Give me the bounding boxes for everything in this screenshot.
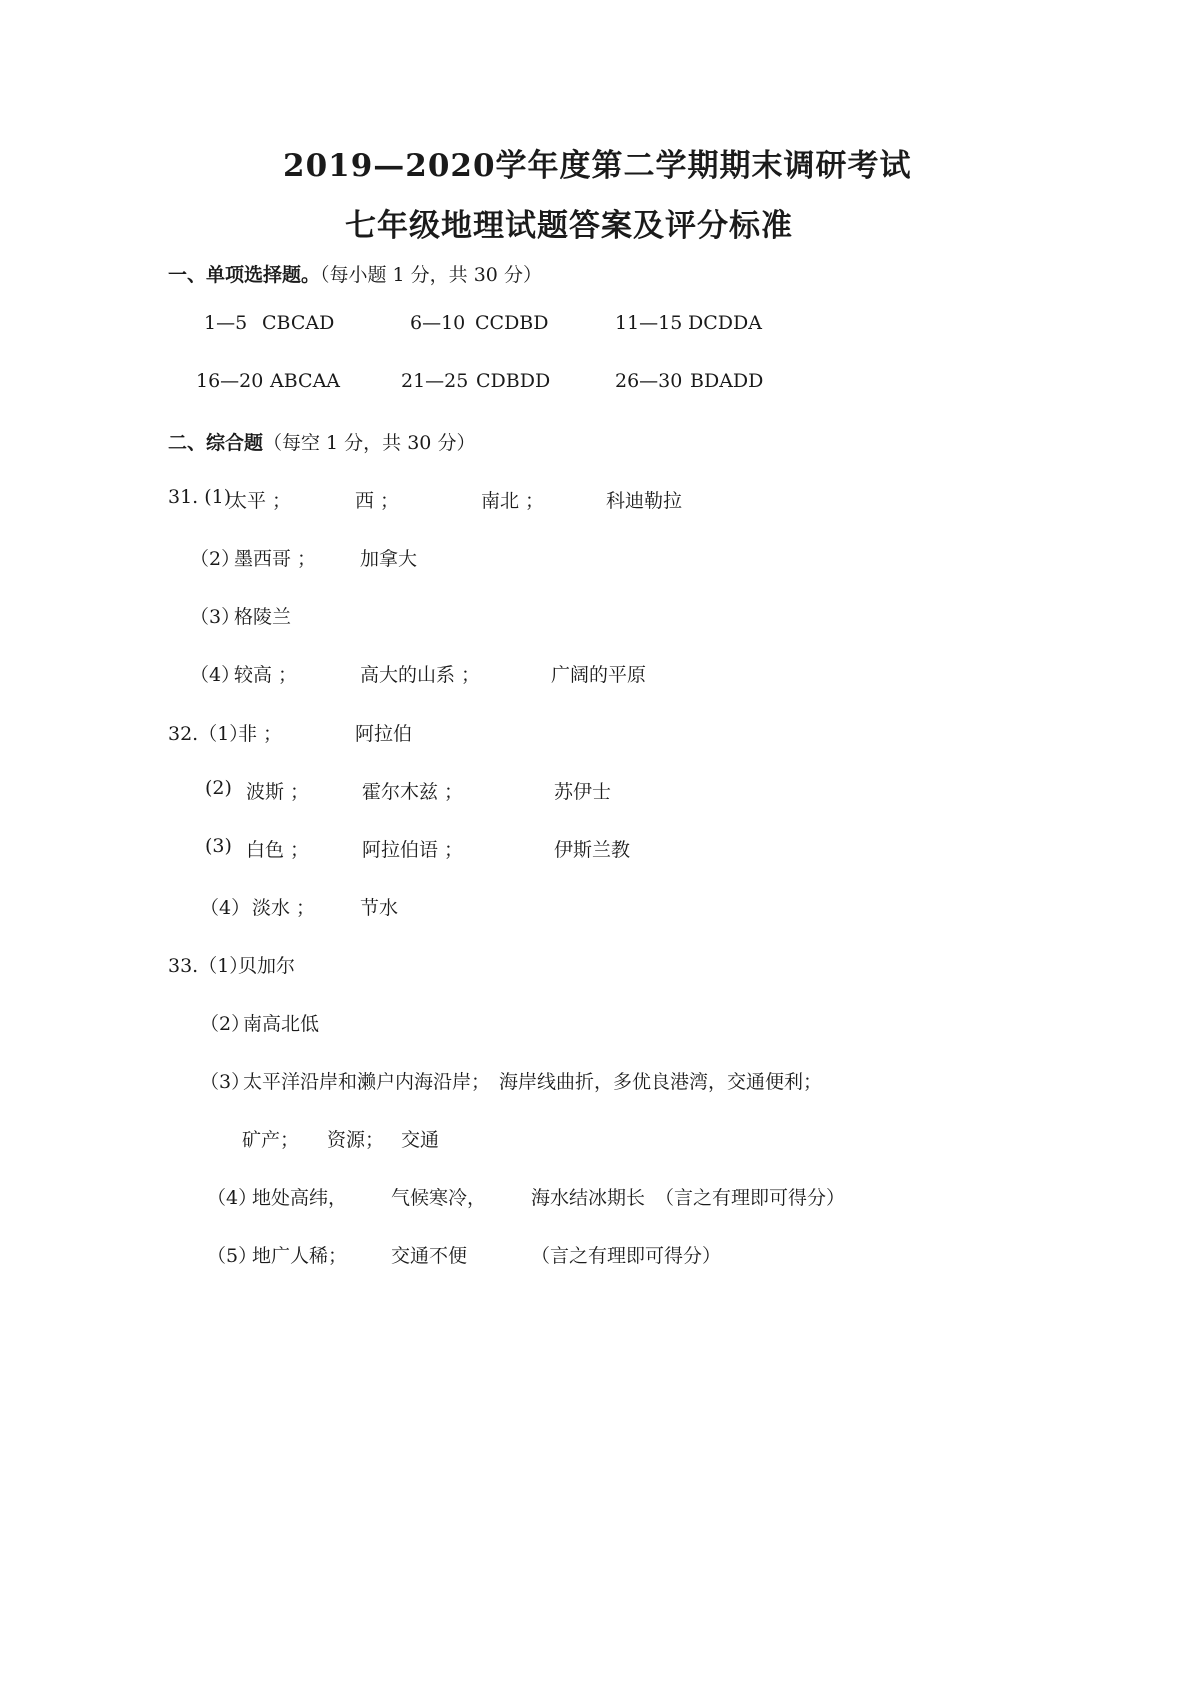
answer-text: 南高北低 bbox=[243, 1013, 320, 1035]
answer-text: 地处高纬， bbox=[252, 1187, 348, 1209]
part-label: (2) bbox=[205, 777, 232, 799]
part-label: （2） bbox=[200, 1013, 251, 1035]
answer-text: 加拿大 bbox=[360, 548, 418, 570]
page-subtitle: 七年级地理试题答案及评分标准 bbox=[345, 208, 793, 244]
answer-range: 6—10 bbox=[410, 312, 466, 334]
scoring-note: （言之有理即可得分） bbox=[655, 1187, 846, 1209]
answer-text: 高大的山系 ； bbox=[360, 664, 481, 686]
page-title: 2019—2020学年度第二学期期末调研考试 bbox=[283, 148, 912, 184]
answer-text: 地广人稀； bbox=[252, 1245, 348, 1267]
part-label: （4） bbox=[200, 897, 251, 919]
answer-range: 21—25 bbox=[401, 370, 469, 392]
answer-text: 淡水 ； bbox=[252, 897, 316, 919]
answer-text: 交通不便 bbox=[391, 1245, 468, 1267]
answer-range: 26—30 bbox=[615, 370, 683, 392]
part-label: （2） bbox=[190, 548, 241, 570]
answer-text: 非 ； bbox=[238, 723, 283, 745]
part-label: （3） bbox=[200, 1071, 251, 1093]
section1-note: （每小题 1 分，共 30 分） bbox=[320, 264, 542, 286]
section1-header bbox=[168, 260, 542, 287]
answer-letters: BDADD bbox=[690, 370, 764, 392]
answer-letters: CDBDD bbox=[476, 370, 551, 392]
part-label: （3） bbox=[190, 606, 241, 628]
part-label: （4） bbox=[190, 664, 241, 686]
answer-text: 阿拉伯 bbox=[355, 723, 413, 745]
answer-text: 资源； bbox=[327, 1129, 385, 1151]
answer-text: 矿产； bbox=[242, 1129, 300, 1151]
answer-letters: CCDBD bbox=[475, 312, 549, 334]
part-label: （5） bbox=[207, 1245, 258, 1267]
answer-text: 西 ； bbox=[355, 490, 400, 512]
answer-text: 科迪勒拉 bbox=[606, 490, 683, 512]
answer-text: 气候寒冷， bbox=[391, 1187, 487, 1209]
part-label: (3) bbox=[205, 835, 232, 857]
section1-heading: 一、单项选择题。 bbox=[168, 264, 321, 286]
answer-text: 较高 ； bbox=[234, 664, 298, 686]
answer-range: 11—15 bbox=[615, 312, 683, 334]
answer-text: 墨西哥 ； bbox=[234, 548, 317, 570]
section2-note: （每空 1 分，共 30 分） bbox=[263, 432, 476, 454]
answer-text: 太平洋沿岸和濑户内海沿岸； bbox=[243, 1071, 491, 1093]
answer-text: 格陵兰 bbox=[234, 606, 292, 628]
answer-range: 1—5 bbox=[204, 312, 248, 334]
part-label: （4） bbox=[207, 1187, 258, 1209]
q32-label: 32.（1） bbox=[168, 723, 249, 745]
answer-letters: CBCAD bbox=[262, 312, 335, 334]
scoring-note: （言之有理即可得分） bbox=[531, 1245, 722, 1267]
answer-letters: DCDDA bbox=[688, 312, 762, 334]
answer-text: 节水 bbox=[360, 897, 399, 919]
answer-text: 海水结冰期长 bbox=[531, 1187, 646, 1209]
answer-text: 白色 ； bbox=[246, 839, 310, 861]
answer-letters: ABCAA bbox=[270, 370, 341, 392]
answer-text: 太平 ； bbox=[228, 490, 292, 512]
section2-heading: 二、综合题 bbox=[168, 432, 264, 454]
section2-header bbox=[168, 428, 475, 455]
answer-text: 霍尔木兹 ； bbox=[362, 781, 464, 803]
answer-text: 苏伊士 bbox=[554, 781, 612, 803]
answer-text: 贝加尔 bbox=[238, 955, 296, 977]
answer-text: 海岸线曲折，多优良港湾，交通便利； bbox=[499, 1071, 823, 1093]
answer-group bbox=[204, 312, 247, 334]
answer-text: 伊斯兰教 bbox=[554, 839, 631, 861]
answer-text: 广阔的平原 bbox=[551, 664, 647, 686]
answer-text: 阿拉伯语 ； bbox=[362, 839, 464, 861]
answer-text: 交通 bbox=[401, 1129, 440, 1151]
q31-label: 31. (1) bbox=[168, 486, 232, 508]
answer-range: 16—20 bbox=[196, 370, 264, 392]
answer-text: 波斯 ； bbox=[246, 781, 310, 803]
answer-text: 南北 ； bbox=[481, 490, 545, 512]
q33-label: 33.（1） bbox=[168, 955, 249, 977]
